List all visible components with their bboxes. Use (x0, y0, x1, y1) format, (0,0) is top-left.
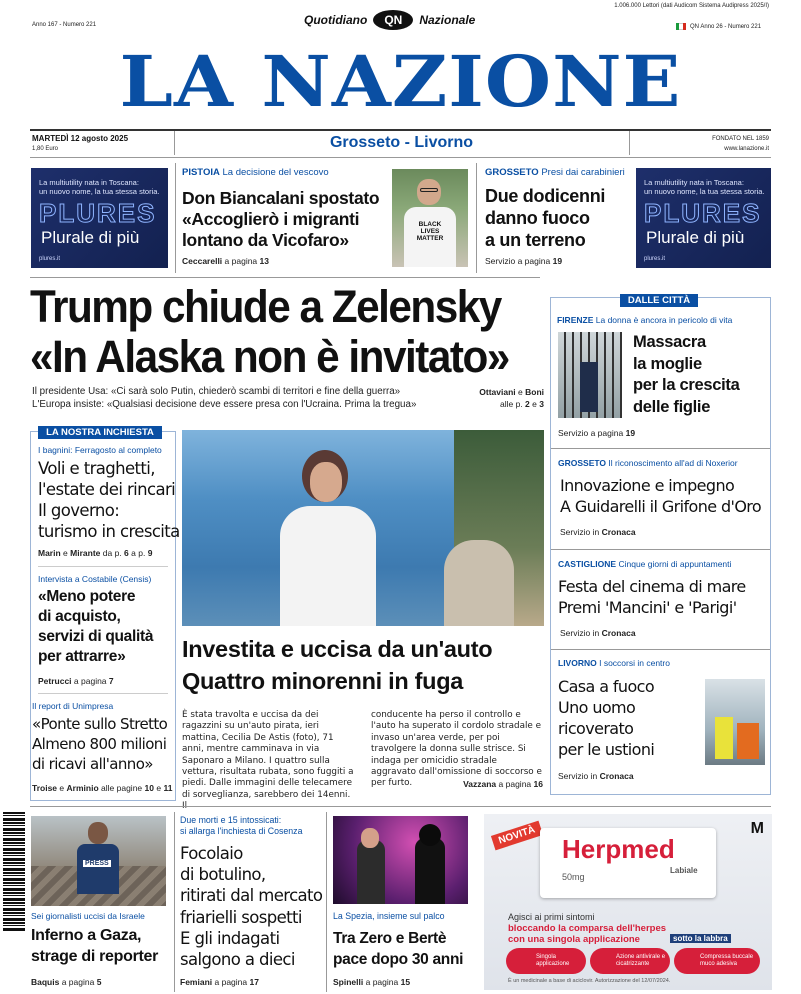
hair-shape (419, 824, 441, 846)
lead-deck (32, 385, 416, 411)
headline-line: salgono a dieci (180, 950, 295, 970)
plures-footer: plures.it (644, 256, 666, 262)
page-number: 19 (552, 256, 563, 266)
kicker-place: PISTOIA (182, 167, 220, 178)
plures-ad-right[interactable] (636, 168, 771, 268)
menarini-logo-icon: M (750, 820, 764, 837)
botulino-headline[interactable] (180, 843, 322, 970)
castiglione-kicker (558, 558, 731, 570)
grifone-service (560, 527, 636, 537)
section-name: Cronaca (601, 628, 636, 638)
headline-line: «Ponte sullo Stretto (32, 715, 168, 733)
plures-slogan: Plurale di più (646, 228, 745, 247)
headline-line: «In Alaska non è invitato» (30, 331, 509, 382)
qn-brand (304, 10, 475, 30)
herpmed-dose: 50mg (562, 872, 585, 882)
headline-line: Focolaio (180, 844, 243, 863)
page-number: 6 (124, 548, 129, 558)
grosseto-city-kicker (558, 457, 738, 469)
ponte-byline (32, 783, 172, 793)
page-number: 16 (533, 779, 543, 789)
qn-brand-left: Quotidiano (304, 13, 368, 27)
rincari-headline[interactable] (38, 458, 180, 542)
zero-berte-photo (333, 816, 468, 904)
headline-line: ricoverato (558, 719, 634, 738)
website-link[interactable]: www.lanazione.it (724, 146, 769, 152)
inchiesta-s1-kicker: I bagnini: Ferragosto al completo (38, 445, 162, 455)
cinema-headline[interactable] (558, 576, 746, 618)
page-number: 10 (144, 783, 154, 793)
headline-line: Due dodicenni (485, 186, 606, 206)
victim-photo (182, 430, 544, 626)
qn-brand-right: Nazionale (419, 13, 476, 27)
edition-name: Grosseto - Livorno (329, 134, 474, 151)
lead-headline[interactable] (30, 282, 509, 382)
byline-name: Boni (525, 387, 544, 397)
herpmed-line3: con una singola applicazione (508, 934, 640, 945)
plures-footer: plures.it (39, 256, 61, 262)
herpmed-line4: sotto la labbra (670, 934, 731, 943)
investita-body-right: conducente ha perso il controllo e l'auto ha superato il cordolo stradale e invaso un'area verde, per poi travolgere la donna sulle strisce. Si indaga per omicidio stradale aggravato dall'omissione di soccorso e per furto. (371, 710, 542, 789)
gaza-photo (31, 816, 166, 906)
page-number: 2 (525, 399, 530, 409)
plures-tagline-2: un nuovo nome, la tua stessa storia. (644, 187, 765, 196)
byline-prefix: a pagina (214, 977, 248, 987)
byline-name: Troise (32, 783, 58, 793)
cinema-service (560, 628, 636, 638)
founded-note: FONDATO NEL 1859 (712, 136, 769, 142)
byline-prefix: a pagina (365, 977, 399, 987)
headline-line: strage di reporter (31, 948, 159, 965)
masthead-title: LA NAZIONE (119, 40, 682, 123)
biancalani-byline (182, 256, 269, 266)
gaza-byline (31, 977, 101, 987)
kicker-place: FIRENZE (557, 315, 594, 325)
headline-line: lontano da Vicofaro» (182, 230, 349, 250)
gaza-headline[interactable] (31, 925, 158, 967)
citta-badge: DALLE CITTÀ (620, 294, 698, 307)
plures-tagline-1: La multiutility nata in Toscana: (644, 178, 744, 187)
headline-line: per attrarre» (38, 648, 126, 665)
performer-shape (415, 838, 445, 904)
face-shape (417, 179, 441, 205)
plures-logo: PLURES (644, 198, 762, 228)
byline-name: Mirante (70, 548, 101, 558)
spezia-byline (333, 977, 410, 987)
pistoia-kicker (182, 167, 329, 179)
byline-name: Ceccarelli (182, 256, 223, 266)
plures-slogan: Plurale di più (41, 228, 140, 247)
headline-line: Quattro minorenni in fuga (182, 668, 464, 694)
censis-headline[interactable] (38, 587, 153, 667)
headline-line: Uno uomo (558, 698, 636, 717)
botulino-byline (180, 977, 259, 987)
service-text: Servizio in (560, 628, 600, 638)
inchiesta-badge: LA NOSTRA INCHIESTA (38, 426, 162, 439)
headline-line: Tra Zero e Bertè (333, 930, 447, 947)
section-name: Cronaca (599, 771, 634, 781)
herpmed-benefit-2: Azione antivirale e cicatrizzante (590, 948, 670, 974)
byline-name: Femiani (180, 977, 213, 987)
responder-shape (737, 723, 759, 759)
shirt-shape (280, 506, 376, 626)
herpmed-sub: Labiale (670, 866, 698, 875)
product-box (540, 828, 716, 898)
byline-sep: e (518, 387, 523, 397)
ponte-headline[interactable] (32, 714, 167, 774)
byline-sep: a p. (131, 548, 146, 558)
herpmed-ad[interactable] (484, 814, 772, 990)
herpmed-fine-print: È un medicinale a base di aciclovir. Autorizzazione del 12/07/2024. (508, 978, 671, 984)
censis-byline (38, 676, 114, 686)
headline-line: A Guidarelli il Grifone d'Oro (560, 497, 762, 516)
investita-byline (371, 779, 543, 789)
face-shape (310, 462, 342, 502)
herpmed-brand: Herpmed (562, 834, 675, 864)
rincari-byline (38, 548, 152, 558)
novita-badge: NOVITÀ (491, 821, 543, 851)
lead-byline (476, 386, 544, 410)
spezia-headline[interactable] (333, 928, 463, 970)
barcode (3, 812, 25, 932)
service-text: Servizio a pagina (558, 428, 624, 438)
headline-line: Voli e traghetti, (38, 459, 155, 478)
face-shape (88, 822, 108, 844)
page-number: 13 (259, 256, 270, 266)
issue-number-right: QN Anno 26 - Numero 221 (690, 24, 762, 30)
headline-line: danno fuoco (485, 208, 590, 228)
headline-line: di acquisto, (38, 608, 121, 625)
deck-line: Il presidente Usa: «Ci sarà solo Putin, chiederò scambi di territori e fine della guerra» (32, 386, 401, 397)
byline-prefix: alle pagine (101, 783, 143, 793)
byline-name: Vazzana (463, 779, 497, 789)
byline-sep: e (59, 783, 65, 793)
italian-flag-icon (676, 23, 686, 30)
plures-ad-left[interactable] (31, 168, 168, 268)
investita-body-left: È stata travolta e uccisa da dei ragazzini su un'auto pirata, ieri mattina, Cecilia De Astis (foto), 71 anni, mentre camminava in via Saponaro a Milano. I quattro sulla vettura, risultata rubata, sono fuggiti a piedi. Dalle immagini delle telecamere di sorveglianza, sarebbero dei 14enni. (182, 710, 354, 800)
page-number: 15 (400, 977, 411, 987)
page-number: 11 (163, 783, 173, 793)
headline-line: la moglie (633, 354, 702, 373)
inchiesta-s3-kicker: Il report di Unimpresa (32, 701, 114, 711)
headline-line: Casa a fuoco (558, 677, 655, 696)
section-name: Cronaca (601, 527, 636, 537)
headline-line: per la crescita (633, 376, 740, 394)
service-text: Servizio a pagina (485, 256, 551, 266)
biancalani-headline[interactable] (182, 188, 379, 251)
issue-number-left: Anno 167 - Numero 221 (32, 22, 97, 28)
press-label: PRESS (85, 860, 109, 867)
biancalani-photo (392, 169, 468, 267)
headline-line: per le ustioni (558, 740, 655, 759)
headline-line: ritirati dal mercato (180, 886, 323, 906)
headline-line: Inferno a Gaza, (31, 927, 142, 944)
issue-date: MARTEDÌ 12 agosto 2025 (32, 134, 129, 143)
kicker-text: La donna è ancora in pericolo di vita (595, 315, 733, 325)
byline-name: Baquis (31, 977, 60, 987)
livorno-photo (705, 679, 765, 765)
shirt-text: BLACK LIVES MATTER (416, 221, 444, 242)
grosseto-kicker (485, 167, 625, 179)
glasses-shape (420, 188, 438, 192)
massacra-service (558, 428, 635, 438)
byline-sep: e (63, 548, 68, 558)
headline-line: delle figlie (633, 397, 711, 416)
headline-line: di ricavi all'anno» (32, 755, 153, 773)
headline-line: Investita e uccisa da un'auto (182, 636, 493, 662)
byline-name: Petrucci (38, 676, 72, 686)
audit-note: 1.006.000 Lettori (dati Audicom Sistema Audipress 2025/I) (614, 3, 769, 9)
performer-shape (357, 840, 385, 904)
kicker-text: La decisione del vescovo (222, 167, 329, 178)
herpmed-benefit-3: Compressa buccale muco adesiva (674, 948, 760, 974)
byline-name: Arminio (66, 783, 99, 793)
byline-prefix: a pagina (61, 977, 95, 987)
fuoco-service (558, 771, 634, 781)
byline-name: Ottaviani (479, 387, 516, 397)
headline-line: a un terreno (485, 230, 586, 250)
byline-prefix: da p. (102, 548, 122, 558)
service-text: Servizio in (560, 527, 600, 537)
headline-line: Premi 'Mancini' e 'Parigi' (558, 598, 737, 617)
headline-line: Innovazione e impegno (560, 476, 735, 495)
kicker-text: Il riconoscimento all'ad di Noxerior (608, 458, 738, 468)
kicker-line: si allarga l'inchiesta di Cosenza (180, 826, 303, 836)
headline-line: «Meno potere (38, 588, 136, 605)
plures-tagline-1: La multiutility nata in Toscana: (39, 178, 139, 187)
kicker-text: Cinque giorni di appuntamenti (618, 559, 732, 569)
headline-line: turismo in crescita (38, 522, 180, 541)
fuoco-headline[interactable] (558, 676, 654, 760)
spezia-kicker: La Spezia, insieme sul palco (333, 911, 445, 921)
headline-line: Il governo: (38, 501, 120, 520)
investita-headline[interactable] (182, 633, 492, 697)
page-number: 9 (147, 548, 153, 558)
botulino-kicker (180, 815, 302, 837)
byline-sep: e (156, 783, 162, 793)
face-shape (361, 828, 379, 848)
kicker-place: GROSSETO (558, 458, 607, 468)
service-text: Servizio in (558, 771, 598, 781)
kicker-place: LIVORNO (558, 658, 597, 668)
headline-line: E gli indagati (180, 928, 280, 948)
headline-line: pace dopo 30 anni (333, 951, 464, 968)
page-number: 17 (249, 977, 259, 987)
byline-name: Spinelli (333, 977, 364, 987)
grifone-headline[interactable] (560, 475, 761, 517)
deck-line: L'Europa insiste: «Qualsiasi decisione deve essere presa con l'Ucraina. Prima la tregua» (32, 399, 417, 410)
firenze-kicker (557, 314, 732, 326)
headline-line: Almeno 800 milioni (32, 735, 167, 753)
page-number: 3 (539, 399, 544, 409)
plures-logo: PLURES (39, 198, 157, 228)
headline-line: «Accoglierò i migranti (182, 209, 360, 229)
kicker-text: I soccorsi in centro (599, 658, 670, 668)
headline-line: Massacra (633, 333, 706, 351)
headline-line: l'estate dei rincari (38, 480, 176, 499)
page-number: 19 (625, 428, 636, 438)
responder-shape (715, 717, 733, 759)
byline-name: Marin (38, 548, 61, 558)
page-number: 7 (108, 676, 114, 686)
vase-shape (444, 540, 514, 626)
headline-line: Trump chiude a Zelensky (30, 281, 501, 332)
byline-prefix: alle p. (499, 399, 523, 409)
byline-sep: e (532, 399, 537, 409)
dodicenni-service (485, 256, 562, 266)
issue-price: 1,80 Euro (32, 146, 59, 152)
byline-prefix: a pagina (498, 779, 532, 789)
press-vest-shape (77, 844, 119, 894)
dodicenni-headline[interactable] (485, 185, 605, 251)
kicker-text: Presi dai carabinieri (541, 167, 625, 178)
headline-line: friarielli sospetti (180, 907, 302, 927)
page-number: 5 (96, 977, 102, 987)
headline-line: servizi di qualità (38, 628, 154, 645)
inchiesta-s2-kicker: Intervista a Costabile (Censis) (38, 574, 152, 584)
kicker-place: CASTIGLIONE (558, 559, 617, 569)
kicker-line: Due morti e 15 intossicati: (180, 815, 282, 825)
plures-tagline-2: un nuovo nome, la tua stessa storia. (39, 187, 160, 196)
firenze-photo (558, 332, 622, 418)
headline-line: di botulino, (180, 865, 266, 885)
byline-prefix: a pagina (224, 256, 258, 266)
officer-shape (580, 362, 598, 412)
kicker-place: GROSSETO (485, 167, 539, 178)
herpmed-line1: Agisci ai primi sintomi (508, 912, 595, 922)
qn-logo: QN (373, 10, 413, 30)
herpmed-line2: bloccando la comparsa dell'herpes (508, 923, 667, 934)
livorno-kicker (558, 657, 670, 669)
herpmed-benefit-1: Singola applicazione (506, 948, 586, 974)
byline-prefix: a pagina (73, 676, 107, 686)
gaza-kicker: Sei giornalisti uccisi da Israele (31, 911, 145, 921)
headline-line: Don Biancalani spostato (182, 188, 380, 208)
massacra-headline[interactable] (633, 332, 740, 418)
headline-line: Festa del cinema di mare (558, 577, 746, 596)
